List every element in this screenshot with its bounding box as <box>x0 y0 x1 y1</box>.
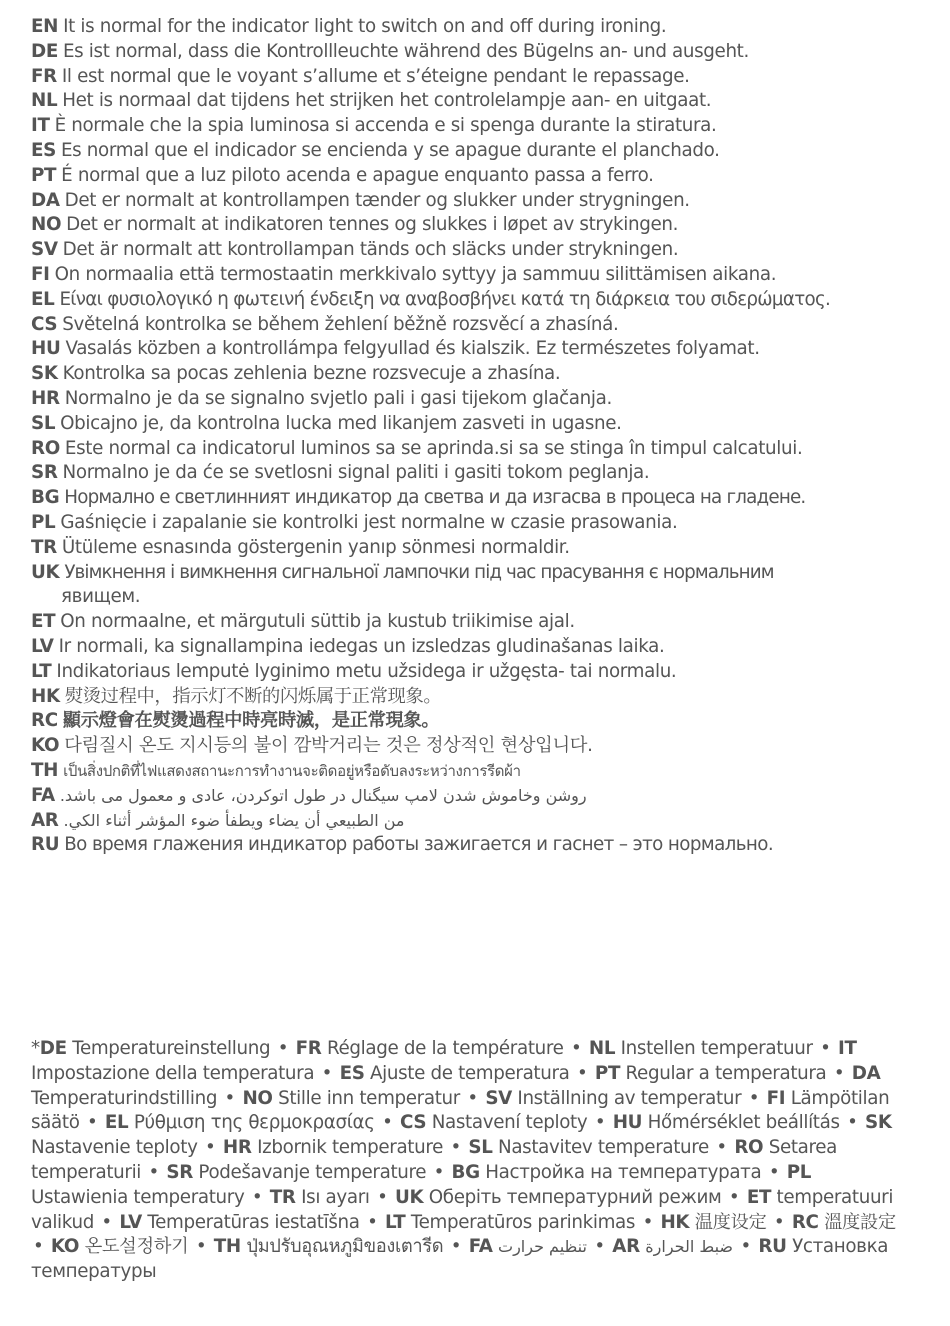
note-line-fr <box>31 65 906 90</box>
note-text: Нормално е светлинният индикатор да светва и да изгасва в процеса на гладене. <box>64 487 806 509</box>
note-line-lv <box>31 635 906 660</box>
temperature-label: تنظیم حرارت <box>498 1237 587 1257</box>
language-code: RU <box>758 1236 787 1258</box>
language-code: ES <box>339 1062 365 1084</box>
note-line-ru <box>31 833 906 858</box>
language-code: NO <box>31 214 62 236</box>
language-code: NL <box>588 1038 616 1059</box>
temperature-label: Setarea temperaturii <box>31 1137 838 1183</box>
temperature-item-fr <box>296 1038 564 1059</box>
temperature-label: Nastavenie teploty <box>31 1137 198 1159</box>
temperature-label: Ρύθμιση της θερμοκρασίας <box>133 1112 375 1134</box>
language-code: ET <box>31 611 56 633</box>
note-text: Indikatoriaus lemputė lyginimo metu užsidega ir užgęsta- tai normalu. <box>56 660 677 682</box>
note-line-sk <box>31 362 906 387</box>
note-line-nl <box>31 89 906 114</box>
language-code: SL <box>468 1137 493 1159</box>
temperature-item-uk <box>395 1187 721 1208</box>
temperature-label: Regular a temperatura <box>625 1062 827 1084</box>
bullet-separator: • <box>101 1211 112 1233</box>
temperature-label: Установка температуры <box>31 1236 889 1283</box>
language-code: IT <box>838 1038 857 1059</box>
temperature-label: Inställning av temperatur <box>517 1087 742 1109</box>
bullet-separator: • <box>728 1186 740 1208</box>
language-code: NO <box>242 1087 273 1109</box>
temperature-label: temperatuuri valikud <box>31 1186 894 1233</box>
note-text: 熨烫过程中，指示灯不断的闪烁属于正常现象。 <box>64 685 442 707</box>
bullet-separator: • <box>377 1186 388 1208</box>
temperature-label: Ajuste de temperatura <box>370 1062 570 1084</box>
language-code: HR <box>31 387 60 409</box>
note-line-da <box>31 189 906 214</box>
bullet-separator: • <box>321 1062 333 1084</box>
language-code: SV <box>485 1087 512 1109</box>
temperature-label: 溫度設定 <box>824 1211 896 1233</box>
language-code: ET <box>746 1186 772 1208</box>
language-code: HR <box>222 1137 252 1159</box>
temperature-label: Izbornik temperature <box>257 1137 444 1159</box>
language-code: SR <box>166 1161 193 1183</box>
bullet-separator: • <box>367 1211 378 1233</box>
note-text: Det er normalt at indikatoren tennes og slukkes i løpet av strykingen. <box>66 214 679 236</box>
language-code: DE <box>39 1038 67 1059</box>
temperature-item-es <box>340 1063 570 1084</box>
bullet-separator: • <box>251 1186 263 1208</box>
note-line-fi <box>31 263 906 288</box>
note-line-pl <box>31 511 906 536</box>
temperature-label: Nastavitev temperature <box>498 1137 709 1159</box>
bullet-separator: • <box>571 1038 582 1059</box>
note-text: Es ist normal, dass die Kontrollleuchte während des Bügelns an- und ausgeht. <box>62 40 749 62</box>
language-code: EN <box>31 16 59 37</box>
note-line-ar <box>31 809 906 834</box>
note-line-sl <box>31 412 906 437</box>
language-code: SL <box>31 412 56 434</box>
language-code: HK <box>660 1211 690 1233</box>
note-text: Světelná kontrolka se během žehlení běžně rozsvěcí a zhasíná. <box>62 313 619 335</box>
note-line-th <box>31 759 906 784</box>
temperature-label: Stille inn temperatur <box>278 1087 460 1109</box>
temperature-item-no <box>242 1088 459 1109</box>
temperature-item-fa <box>469 1236 587 1257</box>
language-code: FA <box>31 784 55 806</box>
language-code: SV <box>31 239 58 261</box>
bullet-separator: • <box>594 1112 606 1134</box>
note-text: เป็นสิ่งปกติที่ไฟแสดงสถานะการทำงานจะติดอยู่หรือดับลงระหว่างการรีดผ้า <box>63 761 521 780</box>
language-code: RO <box>734 1137 764 1159</box>
temperature-label: Podešavanje temperature <box>198 1161 427 1183</box>
temperature-item-hr <box>223 1137 443 1158</box>
note-line-hu <box>31 337 906 362</box>
language-code: TR <box>269 1186 296 1208</box>
language-code: SR <box>31 462 58 484</box>
language-code: IT <box>31 115 50 137</box>
bullet-separator: • <box>594 1236 605 1258</box>
language-code: PL <box>31 511 56 533</box>
bullet-separator: • <box>576 1062 588 1084</box>
bullet-separator: • <box>148 1161 159 1183</box>
language-code: RO <box>31 437 60 459</box>
language-code: FA <box>468 1236 493 1258</box>
temperature-item-pt <box>595 1063 827 1084</box>
bullet-separator: • <box>773 1211 785 1233</box>
note-line-de <box>31 40 906 65</box>
bullet-separator: • <box>642 1211 653 1233</box>
note-line-sv <box>31 238 906 263</box>
language-code: DE <box>31 40 58 62</box>
language-code: LT <box>31 660 52 682</box>
bullet-separator: • <box>87 1112 98 1134</box>
bullet-separator: • <box>277 1038 289 1059</box>
note-text: من الطبيعي أن يضاء ويطفأ ضوء المؤشر أثناء الكي. <box>63 810 405 830</box>
language-code: AR <box>31 809 59 831</box>
temperature-item-sl <box>468 1137 709 1158</box>
note-text: 다림질시 온도 지시등의 불이 깜박거리는 것은 정상적인 현상입니다. <box>64 735 593 757</box>
language-code: PT <box>594 1062 621 1084</box>
temperature-label: Temperatūras iestatīšna <box>147 1211 360 1233</box>
note-line-tr <box>31 536 906 561</box>
bullet-separator: • <box>450 1137 461 1159</box>
language-code: KO <box>50 1236 80 1258</box>
note-line-hk <box>31 685 906 710</box>
temperature-label: Temperatureinstellung <box>72 1038 271 1059</box>
bullet-separator: • <box>716 1137 727 1159</box>
temperature-item-cs <box>400 1112 587 1133</box>
language-code: LT <box>385 1211 406 1233</box>
temperature-label: 온도설정하기 <box>84 1236 189 1258</box>
language-code: CS <box>31 313 58 335</box>
language-code: RU <box>31 834 60 856</box>
temperature-item-de <box>40 1038 270 1059</box>
language-code: PL <box>786 1161 812 1183</box>
language-code: LV <box>119 1211 142 1233</box>
note-text: Este normal ca indicatorul luminos sa se aprinda.si sa se stinga în timpul calcatului. <box>64 437 803 459</box>
language-code: HU <box>612 1112 643 1134</box>
note-text: Увімкнення і вимкнення сигнальної лампочки під час прасування є нормальним <box>64 561 774 583</box>
footnote-asterisk: * <box>31 1038 40 1059</box>
temperature-label: Оберіть температурний режим <box>428 1186 722 1208</box>
language-code: FR <box>295 1038 322 1059</box>
note-text: Vasalás közben a kontrollámpa felgyullad és kialszik. Ez természetes folyamat. <box>65 338 760 360</box>
temperature-label: 温度设定 <box>694 1211 767 1233</box>
temperature-label: Instellen temperatuur <box>620 1038 813 1059</box>
note-text: On normaalia että termostaatin merkkivalo syttyy ja sammuu silittämisen aikana. <box>54 263 777 285</box>
temperature-label: Nastavení teploty <box>431 1112 588 1134</box>
language-code: DA <box>851 1062 881 1084</box>
language-code: SK <box>865 1112 892 1134</box>
temperature-item-rc <box>792 1212 896 1233</box>
note-line-hr <box>31 387 906 412</box>
note-line-rc <box>31 709 906 734</box>
language-code: ES <box>31 139 56 161</box>
note-line-el <box>31 288 906 313</box>
temperature-label: Réglage de la température <box>326 1038 564 1059</box>
note-line-fa <box>31 784 906 809</box>
bullet-separator: • <box>768 1161 780 1183</box>
note-line-es <box>31 139 906 164</box>
temperature-label: Temperaturindstilling <box>31 1087 218 1109</box>
note-line-en <box>31 15 906 40</box>
language-code: RC <box>31 710 58 732</box>
note-text: Il est normal que le voyant s’allume et s’éteigne pendant le repassage. <box>61 65 690 87</box>
temperature-item-bg <box>452 1162 762 1183</box>
bullet-separator: • <box>195 1236 207 1258</box>
bullet-separator: • <box>820 1038 831 1059</box>
note-text: Het is normaal dat tijdens het strijken het controlelampje aan- en uitgaat. <box>62 90 712 112</box>
note-text: Kontrolka sa pocas zehlenia bezne rozsvecuje a zhasína. <box>62 363 561 385</box>
note-text: 顯示燈會在熨燙過程中時亮時滅，是正常現象。 <box>62 710 440 732</box>
language-code: FI <box>31 263 50 285</box>
temperature-item-ko <box>51 1236 189 1257</box>
temperature-label: Temperatūros parinkimas <box>410 1211 636 1233</box>
language-code: FR <box>31 65 57 87</box>
note-line-uk <box>31 561 906 611</box>
note-text: Gaśnięcie i zapalanie sie kontrolki jest normalne w czasie prasowania. <box>60 511 678 533</box>
language-code: NL <box>31 90 58 112</box>
language-code: SK <box>31 363 58 385</box>
note-line-lt <box>31 660 906 685</box>
language-code: UK <box>31 561 60 583</box>
temperature-label: ضبط الحرارة <box>645 1237 734 1257</box>
bullet-separator: • <box>847 1112 858 1134</box>
bullet-separator: • <box>33 1236 44 1258</box>
note-line-sr <box>31 461 906 486</box>
bullet-separator: • <box>205 1137 216 1159</box>
note-text: روشن وخاموش شدن لامپ سیگنال در طول اتوکردن، عادی و معمول می باشد. <box>59 785 587 805</box>
language-code: BG <box>31 487 60 509</box>
language-code: TR <box>31 536 57 558</box>
temperature-setting-legend <box>31 1037 906 1285</box>
note-text: Obicajno je, da kontrolna lucka med likanjem zasveti in ugasne. <box>60 412 622 434</box>
indicator-light-notes <box>31 15 906 858</box>
bullet-separator: • <box>748 1087 760 1109</box>
language-code: TH <box>31 759 59 781</box>
bullet-separator: • <box>467 1087 478 1109</box>
temperature-label: Hőmérséklet beállítás <box>647 1112 840 1134</box>
temperature-item-sr <box>166 1162 426 1183</box>
note-text: It is normal for the indicator light to switch on and off during ironing. <box>63 16 667 37</box>
temperature-label: Ustawienia temperatury <box>31 1186 245 1208</box>
note-text: On normaalne, et märgutuli süttib ja kustub triikimise ajal. <box>60 611 575 633</box>
note-text: Det är normalt att kontrollampan tänds och släcks under strykningen. <box>62 239 679 261</box>
temperature-item-hk <box>660 1212 766 1233</box>
note-line-ko <box>31 734 906 759</box>
note-text: È normale che la spia luminosa si accenda e si spenga durante la stiratura. <box>54 115 717 137</box>
temperature-item-nl <box>589 1038 813 1059</box>
note-line-ro <box>31 437 906 462</box>
temperature-items <box>31 1038 896 1282</box>
bullet-separator: • <box>382 1112 393 1134</box>
temperature-item-lv <box>119 1212 359 1233</box>
language-code: HK <box>31 685 60 707</box>
note-text: Es normal que el indicador se encienda y se apague durante el planchado. <box>60 139 720 161</box>
note-line-bg <box>31 486 906 511</box>
bullet-separator: • <box>450 1236 462 1258</box>
language-code: PT <box>31 164 57 186</box>
note-text: Во время глажения индикатор работы зажигается и гаснет – это нормально. <box>64 834 774 856</box>
note-text: É normal que a luz piloto acenda e apague enquanto passa a ferro. <box>61 164 654 186</box>
note-text: Ütüleme esnasında göstergenin yanıp sönmesi normaldir. <box>61 536 570 558</box>
language-code: RC <box>791 1211 819 1233</box>
note-line-it <box>31 114 906 139</box>
note-text-continued: явищем. <box>61 586 141 608</box>
temperature-label: Isı ayarı <box>301 1186 370 1208</box>
language-code: UK <box>394 1186 424 1208</box>
temperature-item-hu <box>613 1112 840 1133</box>
note-text: Ir normali, ka signallampina iedegas un izsledzas gludinašanas laika. <box>58 635 665 657</box>
language-code: TH <box>213 1236 241 1258</box>
note-text: Normalno je da će se svetlosni signal paliti i gasiti tokom peglanja. <box>62 462 650 484</box>
temperature-item-tr <box>270 1187 370 1208</box>
note-line-no <box>31 213 906 238</box>
language-code: AR <box>612 1236 640 1258</box>
language-code: EL <box>104 1112 129 1134</box>
language-code: FI <box>766 1087 786 1109</box>
note-line-cs <box>31 313 906 338</box>
language-code: BG <box>451 1161 480 1183</box>
language-code: CS <box>400 1112 427 1134</box>
note-text: Είναι φυσιολογικό η φωτεινή ένδειξη να αναβοσβήνει κατά τη διάρκεια του σιδερώματος. <box>59 288 831 310</box>
language-code: DA <box>31 189 60 211</box>
temperature-label: Impostazione della temperatura <box>31 1062 315 1084</box>
bullet-separator: • <box>433 1161 445 1183</box>
bullet-separator: • <box>833 1062 845 1084</box>
temperature-item-lt <box>385 1212 635 1233</box>
bullet-separator: • <box>224 1087 235 1109</box>
note-line-et <box>31 610 906 635</box>
language-code: HU <box>31 338 61 360</box>
language-code: KO <box>31 735 60 757</box>
language-code: LV <box>31 635 54 657</box>
temperature-label: Lämpötilan säätö <box>31 1087 890 1134</box>
note-text: Det er normalt at kontrollampen tænder og slukker under strygningen. <box>64 189 690 211</box>
temperature-item-sv <box>485 1088 741 1109</box>
temperature-label: ปุ่มปรับอุณหภูมิของเตารีด <box>246 1236 444 1258</box>
temperature-item-el <box>105 1112 375 1133</box>
language-code: EL <box>31 288 55 310</box>
note-line-pt <box>31 164 906 189</box>
temperature-item-ar <box>612 1236 733 1257</box>
bullet-separator: • <box>740 1236 751 1258</box>
temperature-label: Настройка на температурата <box>485 1161 762 1183</box>
temperature-item-th <box>214 1236 444 1257</box>
note-text: Normalno je da se signalno svjetlo pali i gasi tijekom glačanja. <box>64 387 612 409</box>
